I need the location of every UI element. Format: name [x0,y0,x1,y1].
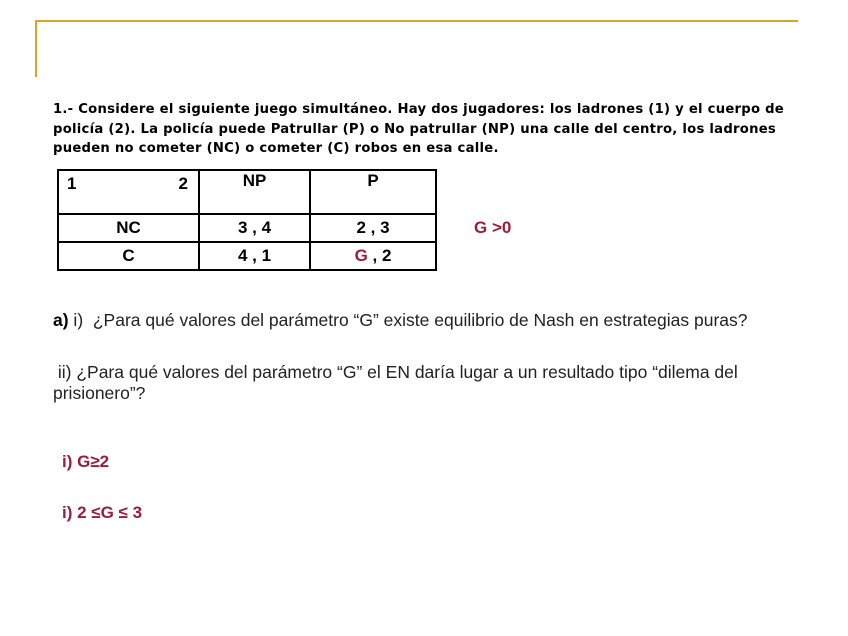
payoff-separator: , [367,246,382,265]
payoff-c-p [310,242,436,270]
answer-two: i) 2 ≤G ≤ 3 [62,503,143,522]
player2-label: 2 [178,174,188,193]
column-header-np: NP [199,170,310,214]
payoff-c-p-parameter: G [354,246,368,265]
question-a-label: a) [53,310,69,330]
row-header-c: C [58,242,199,270]
question-b: ii) ¿Para qué valores del parámetro “G” el EN daría lugar a un resultado tipo “dilema del prisionero”? [53,362,743,403]
answer-one: i) G≥2 [62,452,110,471]
payoff-nc-p-first: 2 [356,218,366,237]
payoff-c-np: 4 , 1 [199,242,310,270]
slide-top-rule [35,20,798,22]
parameter-condition: G >0 [474,218,512,237]
player1-label: 1 [67,174,77,193]
problem-statement: 1.- Considere el siguiente juego simultáneo. Hay dos jugadores: los ladrones (1) y el cuerpo de policía (2). La policía puede Patrullar (P) o No patrullar (NP) una calle del centro, los ladrones pueden no cometer (NC) o cometer (C) robos en esa calle. [53,102,785,156]
payoff-header-row [58,170,436,214]
row-header-nc: NC [58,214,199,242]
payoff-c-p-second: 2 [381,246,392,265]
payoff-nc-p [310,214,436,242]
slide-left-rule [35,20,37,77]
players-corner-cell [58,170,199,214]
payoff-nc-p-second: 3 [380,218,390,237]
payoff-row-c [58,242,436,270]
payoff-matrix [57,169,437,271]
payoff-row-nc [58,214,436,242]
payoff-separator: , [365,218,381,237]
question-a-text: i) ¿Para qué valores del parámetro “G” existe equilibrio de Nash en estrategias puras? [68,310,748,330]
question-a [53,310,799,331]
payoff-nc-np: 3 , 4 [199,214,310,242]
column-header-p: P [310,170,436,214]
